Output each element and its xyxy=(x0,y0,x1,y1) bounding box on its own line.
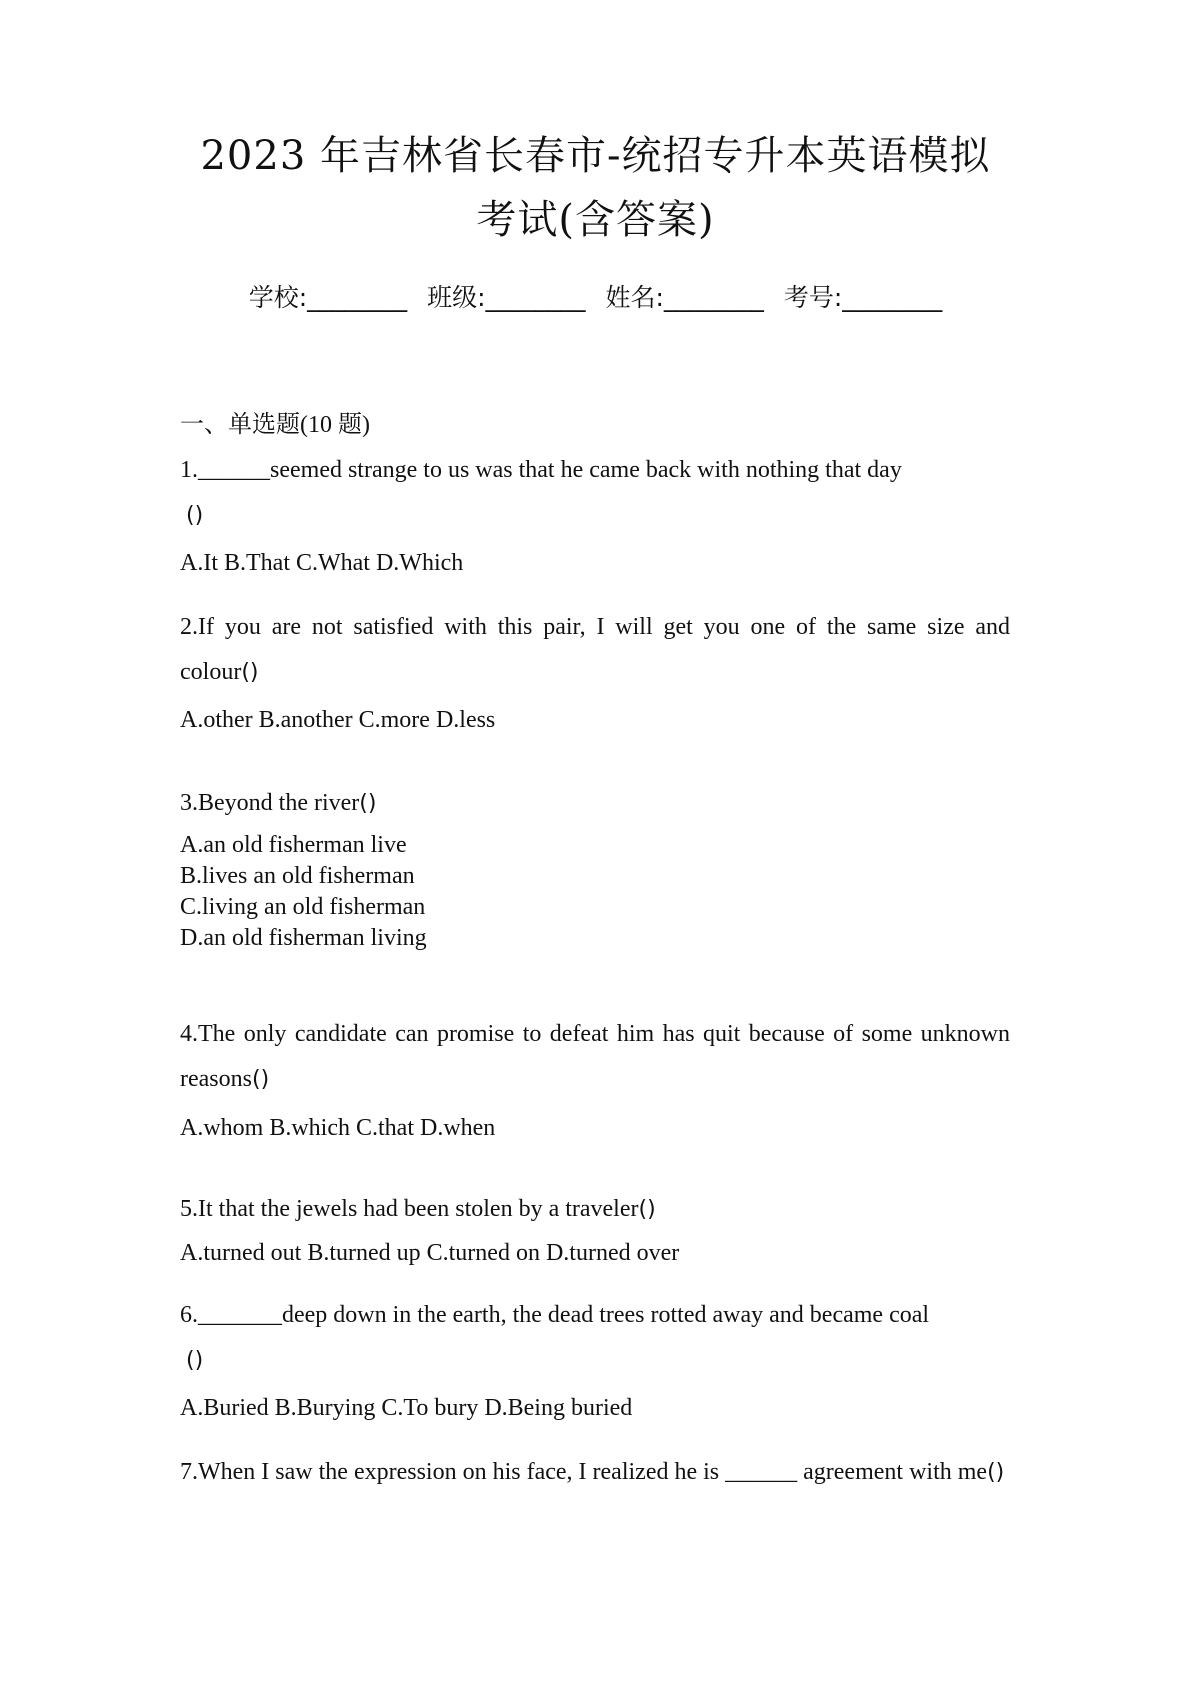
exam-title-line-1: 2023 年吉林省长春市-统招专升本英语模拟 xyxy=(200,133,991,179)
question-4-answer-blank: () xyxy=(251,1067,270,1092)
question-5 xyxy=(180,1187,1010,1232)
question-6-answer-blank: () xyxy=(186,1348,204,1373)
question-3-answer-blank: () xyxy=(359,791,377,816)
question-4-stem: 4.The only candidate can promise to defeat him has quit because of some unknown reasons xyxy=(180,1021,1010,1092)
question-1-stem: 1.______seemed strange to us was that he came back with nothing that day xyxy=(180,457,902,483)
question-2-options: A.other B.another C.more D.less xyxy=(180,707,496,733)
question-3-option-d: D.an old fisherman living xyxy=(180,925,427,951)
section-heading: 一、单选题(10 题) xyxy=(180,412,370,438)
question-3-option-a: A.an old fisherman live xyxy=(180,832,407,858)
school-field: 学校:________ xyxy=(248,283,408,312)
question-1-answer-blank: () xyxy=(186,503,204,528)
question-3-option-c: C.living an old fisherman xyxy=(180,894,426,920)
question-6-stem: 6._______deep down in the earth, the dead trees rotted away and became coal xyxy=(180,1302,930,1328)
name-field: 姓名:________ xyxy=(605,283,764,312)
question-3-stem: 3.Beyond the river xyxy=(180,790,360,816)
class-field: 班级:________ xyxy=(427,283,586,312)
question-2 xyxy=(180,605,1010,695)
exam-number-field: 考号:________ xyxy=(783,283,943,312)
question-6 xyxy=(180,1293,1010,1383)
question-1 xyxy=(180,448,1010,538)
question-2-stem: 2.If you are not satisfied with this pair, I will get you one of the same size and colour xyxy=(180,614,1010,685)
question-5-answer-blank: () xyxy=(638,1197,656,1222)
question-3 xyxy=(180,781,1010,826)
question-7-answer-blank: () xyxy=(987,1460,1005,1485)
question-7-stem: 7.When I saw the expression on his face, I realized he is ______ agreement with me xyxy=(180,1459,988,1485)
question-5-options: A.turned out B.turned up C.turned on D.turned over xyxy=(180,1240,680,1266)
question-7 xyxy=(180,1450,1010,1495)
exam-title-line-2: 考试(含答案) xyxy=(476,197,715,243)
student-info-row xyxy=(140,278,1051,314)
question-5-stem: 5.It that the jewels had been stolen by a traveler xyxy=(180,1196,639,1222)
question-6-options: A.Buried B.Burying C.To bury D.Being buried xyxy=(180,1395,633,1421)
question-2-answer-blank: () xyxy=(241,660,259,685)
question-3-option-b: B.lives an old fisherman xyxy=(180,863,415,889)
question-1-options: A.It B.That C.What D.Which xyxy=(180,550,464,576)
question-4-options: A.whom B.which C.that D.when xyxy=(180,1115,496,1141)
exam-title xyxy=(140,124,1051,252)
question-4 xyxy=(180,1012,1010,1102)
